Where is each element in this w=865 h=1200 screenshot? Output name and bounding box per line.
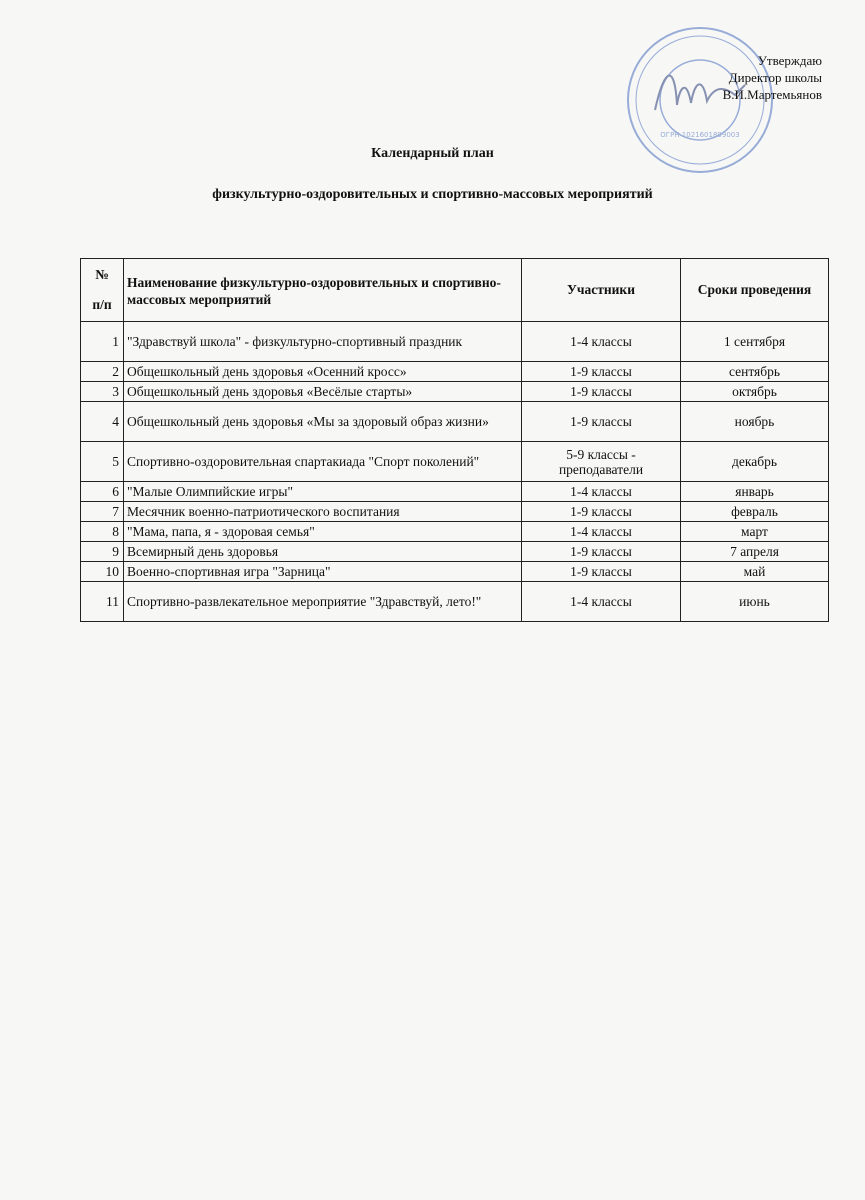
row-name: Спортивно-оздоровительная спартакиада "Спорт поколений": [124, 442, 522, 482]
row-name: Общешкольный день здоровья «Осенний кросс»: [124, 362, 522, 382]
row-num: 2: [81, 362, 124, 382]
row-num: 5: [81, 442, 124, 482]
table-row: [81, 402, 829, 442]
row-name: Военно-спортивная игра "Зарница": [124, 562, 522, 582]
header-num: [81, 259, 124, 322]
table-row: [81, 482, 829, 502]
row-num: 11: [81, 582, 124, 622]
row-participants: 1-4 классы: [522, 582, 681, 622]
row-num: 8: [81, 522, 124, 542]
header-participants: Участники: [522, 259, 681, 322]
row-participants: 5-9 классы - преподаватели: [522, 442, 681, 482]
table-row: [81, 562, 829, 582]
row-num: 7: [81, 502, 124, 522]
header-num-symbol: №: [95, 267, 109, 282]
row-name: Спортивно-развлекательное мероприятие "Здравствуй, лето!": [124, 582, 522, 622]
table-row: [81, 362, 829, 382]
row-date: 1 сентября: [681, 322, 829, 362]
row-participants: 1-4 классы: [522, 522, 681, 542]
approval-signer: В.И.Мартемьянов: [722, 87, 822, 102]
row-date: сентябрь: [681, 362, 829, 382]
table-header-row: [81, 259, 829, 322]
row-date: декабрь: [681, 442, 829, 482]
row-participants: 1-9 классы: [522, 502, 681, 522]
row-num: 3: [81, 382, 124, 402]
row-participants: 1-9 классы: [522, 562, 681, 582]
row-name: "Малые Олимпийские игры": [124, 482, 522, 502]
row-date: июнь: [681, 582, 829, 622]
row-date: март: [681, 522, 829, 542]
row-date: февраль: [681, 502, 829, 522]
row-num: 9: [81, 542, 124, 562]
row-name: Месячник военно-патриотического воспитания: [124, 502, 522, 522]
table-row: [81, 442, 829, 482]
row-participants: 1-9 классы: [522, 362, 681, 382]
approval-block: [723, 52, 822, 103]
table-row: [81, 322, 829, 362]
row-participants: 1-4 классы: [522, 482, 681, 502]
table-row: [81, 502, 829, 522]
seal-number: ОГРН 1021601899003: [660, 131, 740, 139]
header-name: Наименование физкультурно-оздоровительных и спортивно-массовых мероприятий: [124, 259, 522, 322]
row-date: ноябрь: [681, 402, 829, 442]
table-row: [81, 542, 829, 562]
row-participants: 1-9 классы: [522, 542, 681, 562]
events-table: [80, 258, 829, 622]
table-row: [81, 382, 829, 402]
row-num: 6: [81, 482, 124, 502]
table-row: [81, 582, 829, 622]
row-date: 7 апреля: [681, 542, 829, 562]
document-title: Календарный план: [371, 146, 494, 161]
row-participants: 1-9 классы: [522, 382, 681, 402]
row-num: 1: [81, 322, 124, 362]
document-subtitle: физкультурно-оздоровительных и спортивно-массовых мероприятий: [212, 187, 653, 202]
header-num-abbrev: п/п: [92, 297, 112, 312]
row-name: Общешкольный день здоровья «Мы за здоровый образ жизни»: [124, 402, 522, 442]
row-participants: 1-9 классы: [522, 402, 681, 442]
row-date: октябрь: [681, 382, 829, 402]
row-name: Общешкольный день здоровья «Весёлые старты»: [124, 382, 522, 402]
row-name: "Мама, папа, я - здоровая семья": [124, 522, 522, 542]
row-date: январь: [681, 482, 829, 502]
row-num: 10: [81, 562, 124, 582]
row-name: Всемирный день здоровья: [124, 542, 522, 562]
header-dates: Сроки проведения: [681, 259, 829, 322]
approval-position: Директор школы: [728, 70, 822, 85]
row-num: 4: [81, 402, 124, 442]
approval-line: Утверждаю: [757, 53, 822, 68]
row-date: май: [681, 562, 829, 582]
row-participants: 1-4 классы: [522, 322, 681, 362]
table-row: [81, 522, 829, 542]
row-name: "Здравствуй школа" - физкультурно-спортивный праздник: [124, 322, 522, 362]
